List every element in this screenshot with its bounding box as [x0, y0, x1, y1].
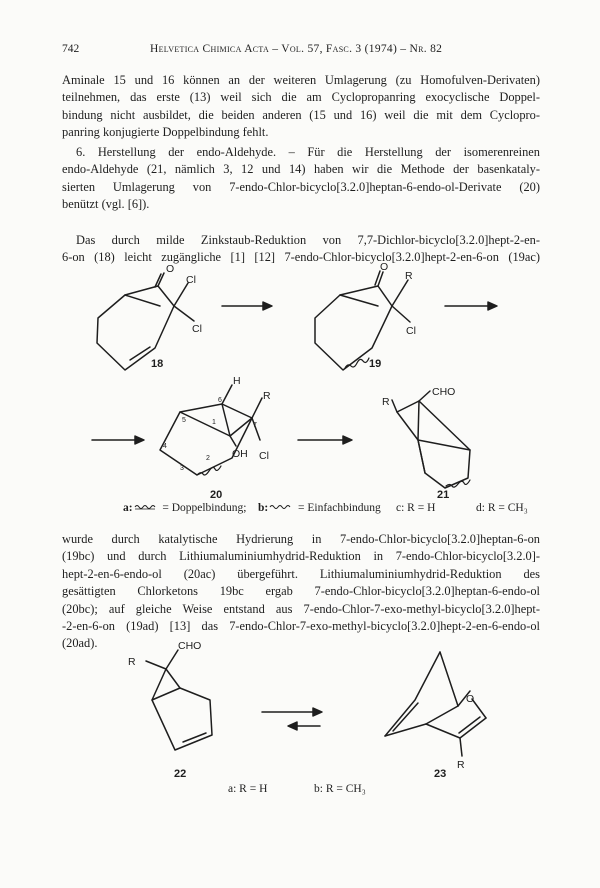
legend-a-text: = Doppelbindung;	[159, 502, 247, 514]
legend-b-key: b:	[258, 502, 272, 514]
page-number: 742	[62, 43, 80, 55]
atom-label: R	[405, 270, 413, 282]
atom-label: R	[263, 390, 271, 402]
structure-21	[392, 391, 470, 488]
text-line: panring konjugierte Doppelbindung fehlt.	[62, 125, 269, 140]
legend-b-text: = Einfachbindung	[295, 502, 381, 514]
atom-label: CHO	[432, 386, 456, 398]
text-line: sierten Umlagerung von 7-endo-Chlor-bicyclo[3.2.0]heptan-6-endo-ol-Derivate (20)	[62, 179, 540, 194]
atom-label: Cl	[192, 323, 202, 335]
text-line: benützt (vgl. [6]).	[62, 197, 150, 212]
atom-label: R	[382, 396, 390, 408]
compound-number: 22	[174, 768, 187, 780]
locant: 4	[163, 443, 167, 450]
atom-label: OH	[232, 448, 248, 460]
legend-a-key: a:	[123, 502, 136, 514]
compound-number: 19	[369, 358, 382, 370]
structure-18	[97, 273, 194, 370]
text-line: (20bc); auf gleiche Weise entstand aus 7-endo-Chlor-7-exo-methyl-bicyclo[3.2.0]hept-	[62, 601, 540, 616]
text-line: gesättigten Chlorketons 19bc ergab 7-endo-Chlor-bicyclo[3.2.0]heptan-6-endo-ol	[62, 584, 540, 599]
text-line: -2-en-6-on (19ad) [13] das 7-endo-Chlor-7-exo-methyl-bicyclo[3.2.0]hept-2-en-6-endo-ol	[62, 619, 540, 634]
text-line: bindung nicht ausbildet, die beiden anderen (15 und 16) weil die mit dem Cyclopro-	[62, 107, 540, 122]
structure-19	[315, 271, 410, 370]
atom-label: R	[457, 759, 465, 771]
atom-label: Cl	[406, 325, 416, 337]
locant: 2	[206, 455, 210, 462]
text-line: endo-Aldehyde (21, nämlich 3, 12 und 14) haben wir die Methode der basenkataly-	[62, 162, 540, 177]
legend-a	[123, 502, 246, 514]
locant: 3	[180, 465, 184, 472]
compound-number: 21	[437, 489, 450, 501]
running-head: Helvetica Chimica Acta – Vol. 57, Fasc. 3 (1974) – Nr. 82	[150, 43, 443, 55]
legend-22-a: a: R = H	[228, 783, 268, 795]
paragraph-hydrierung	[62, 531, 540, 653]
text-line: (19bc) und durch Lithiumaluminiumhydrid-Reduktion in 7-endo-Chlor-bicyclo[3.2.0]-	[62, 549, 540, 564]
atom-label: CHO	[178, 640, 202, 652]
atom-label: O	[466, 693, 475, 705]
section-heading-line: 6. Herstellung der endo-Aldehyde. – Für die Herstellung der isomerenreinen	[76, 145, 540, 159]
legend-b	[258, 502, 381, 514]
compound-number: 20	[210, 489, 223, 501]
text-line: teilnehmen, das erste (13) weil sich die am Cyclopropanring exocyclische Doppel-	[62, 90, 540, 105]
locant: 6	[218, 397, 222, 404]
atom-label: Cl	[186, 274, 196, 286]
structure-22	[146, 650, 212, 750]
locant: 1	[212, 419, 216, 426]
legend-c: c: R = H	[396, 502, 436, 514]
legend-d: d: R = CH₃	[476, 502, 528, 514]
text-line: 6-on (18) leicht zugängliche [1] [12] 7-endo-Chlor-bicyclo[3.2.0]hept-2-en-6-on (19ac)	[62, 250, 540, 265]
text-line: Aminale 15 und 16 können an der weiteren Umlagerung (zu Homofulven-Derivaten)	[62, 73, 540, 87]
atom-label: H	[233, 375, 241, 387]
atom-label: O	[380, 261, 389, 273]
equilibrium-arrows	[262, 708, 322, 730]
compound-number: 23	[434, 768, 447, 780]
atom-label: R	[128, 656, 136, 668]
text-line: (20ad).	[62, 636, 98, 651]
legend-22-b: b: R = CH₃	[314, 783, 366, 795]
atom-label: O	[166, 263, 175, 275]
locant: 7	[253, 422, 257, 429]
compound-number: 18	[151, 358, 164, 370]
structure-20	[160, 385, 262, 475]
text-line: wurde durch katalytische Hydrierung in 7-endo-Chlor-bicyclo[3.2.0]heptan-6-on	[62, 532, 540, 546]
text-line: hept-2-en-6-endo-ol (20ac) übergeführt. Lithiumaluminiumhydrid-Reduktion des	[62, 566, 540, 581]
atom-label: Cl	[259, 450, 269, 462]
locant: 5	[182, 417, 186, 424]
text-line: Das durch milde Zinkstaub-Reduktion von 7,7-Dichlor-bicyclo[3.2.0]hept-2-en-	[76, 233, 540, 247]
